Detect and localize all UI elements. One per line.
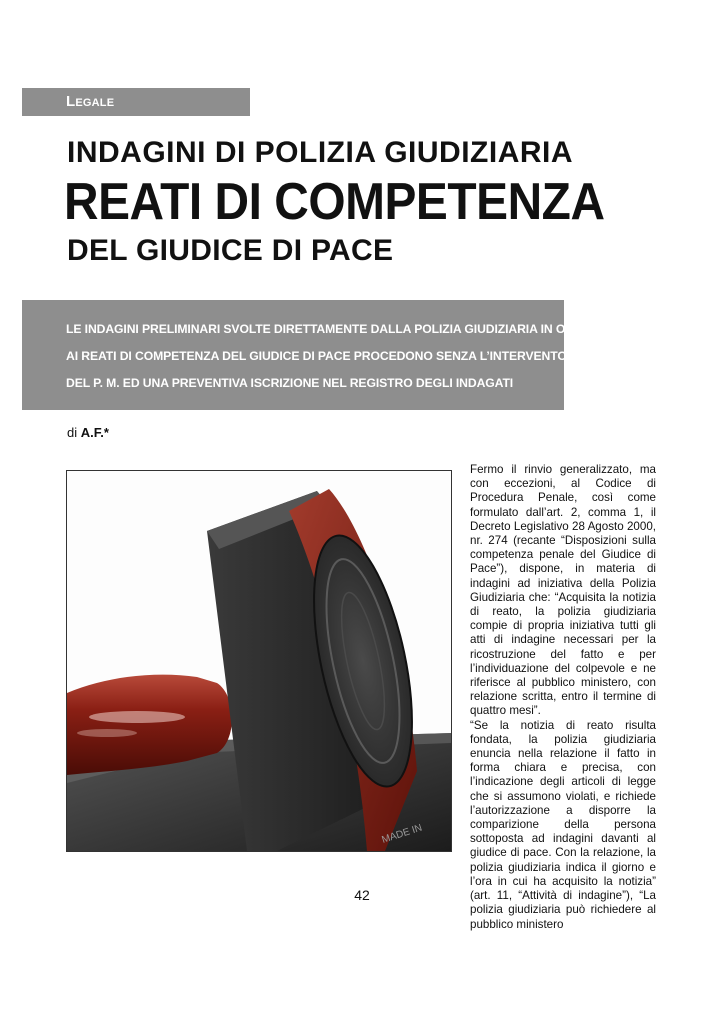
byline xyxy=(67,425,109,440)
title-kicker: INDAGINI DI POLIZIA GIUDIZIARIA xyxy=(67,136,574,169)
page-title: REATI DI COMPETENZA xyxy=(64,173,605,231)
lead-line: AI REATI DI COMPETENZA DEL GIUDICE DI PACE PROCEDONO SENZA L’INTERVENTO xyxy=(66,349,567,363)
body-paragraph: “Se la notizia di reato risulta fondata, la polizia giudiziaria enuncia nella relazione il fatto in forma chiara e precisa, con l’indicazione degli articoli di legge che si assumono violati, e richiede l’autorizzazione a disporre la comparizione della persona sottoposta ad indagini davanti al giudice di pace. Con la relazione, la polizia giudiziaria indica il giorno e l’ora in cui ha acquisito la notizia” (art. 11, “Attività di indagine”), “La polizia giudiziaria può richiedere al pubblico ministero xyxy=(470,718,656,931)
body-paragraph: Fermo il rinvio generalizzato, ma con eccezioni, al Codice di Procedura Penale, così come formulato dall’art. 2, comma 1, il Decreto Legislativo 28 Agosto 2000, nr. 274 (recante “Disposizioni sulla competenza penale del Giudice di Pace”), dispone, in materia di indagini ad iniziativa della Polizia Giudiziaria che: “Acquisita la notizia di reato, la polizia giudiziaria compie di propria iniziativa tutti gli atti di indagine necessari per la ricostruzione del fatto e per l’individuazione del colpevole e ne riferisce al pubblico ministero, con relazione scritta, entro il termine di quattro mesi”. xyxy=(470,463,656,718)
title-subhead: DEL GIUDICE DI PACE xyxy=(67,234,394,267)
body-column xyxy=(470,463,656,932)
lead-box xyxy=(22,300,603,410)
rubber-stamp-illustration xyxy=(67,471,451,851)
byline-author: A.F.* xyxy=(80,425,109,440)
section-tag: Legale xyxy=(22,88,250,116)
page-number: 42 xyxy=(354,887,370,903)
stamp-lettering: MADE IN xyxy=(380,822,424,846)
lead-line: LE INDAGINI PRELIMINARI SVOLTE DIRETTAMENTE DALLA POLIZIA GIUDIZIARIA IN ORDINE xyxy=(66,322,603,336)
lead-line: DEL P. M. ED UNA PREVENTIVA ISCRIZIONE NEL REGISTRO DEGLI INDAGATI xyxy=(66,376,514,390)
byline-prefix: di xyxy=(67,425,78,440)
rubber-stamp-photo xyxy=(66,470,452,852)
